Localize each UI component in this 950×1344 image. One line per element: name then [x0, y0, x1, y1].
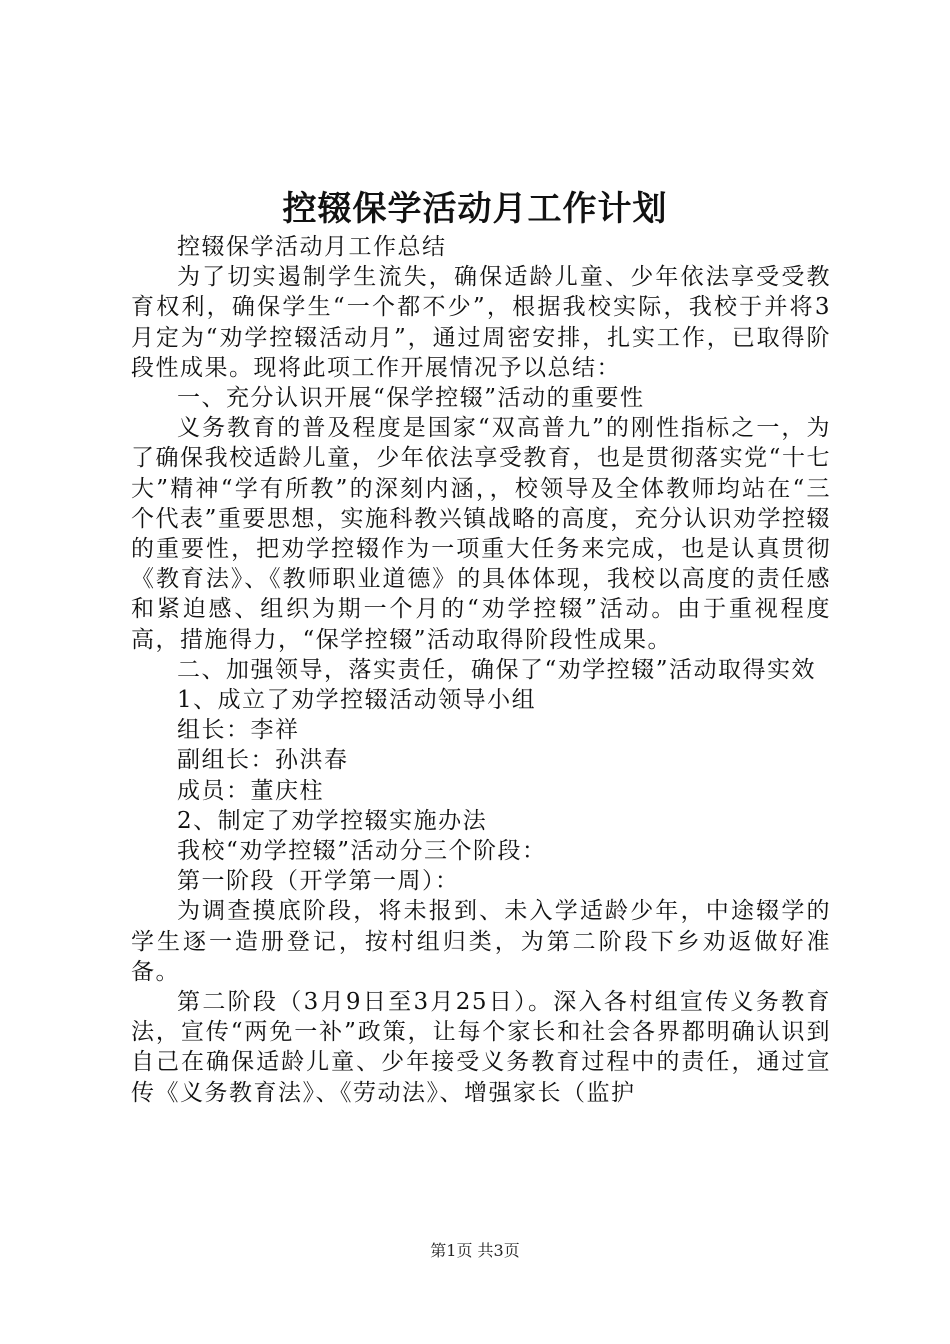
section-heading-1: 一、充分认识开展“保学控辍”活动的重要性 [177, 385, 645, 412]
group-leader: 组长：李祥 [177, 717, 300, 744]
paragraph-stages-intro: 我校“劝学控辍”活动分三个阶段： [177, 838, 547, 865]
paragraph-subtitle: 控辍保学活动月工作总结 [177, 234, 447, 260]
document-title: 控辍保学活动月工作计划 [282, 189, 668, 229]
page-footer: 第1页 共3页 [430, 1241, 520, 1260]
stage-1-heading: 第一阶段（开学第一周）： [177, 868, 460, 895]
paragraph-section-1: 义务教育的普及程度是国家“双高普九”的刚性指标之一，为了确保我校适龄儿童，少年依法享受教育，也是贯彻落实党“十七大”精神“学有所教”的深刻内涵，，校领导及全体教师均站在“三个代表”重要思想，实施科教兴镇战略的高度，充分认识劝学控辍的重要性，把劝学控辍作为一项重大任务来完成，也是认真贯彻《教育法》、《教师职业道德》的具体体现，我校以高度的责任感和紧迫感、组织为期一个月的“劝学控辍”活动。由于重视程度高，措施得力，“保学控辍”活动取得阶段性成果。 [131, 415, 831, 653]
stage-1-description: 为调查摸底阶段，将未报到、未入学适龄少年，中途辍学的学生逐一造册登记，按村组归类，为第二阶段下乡劝返做好准备。 [131, 898, 831, 985]
section-heading-2: 二、加强领导，落实责任，确保了“劝学控辍”活动取得实效 [177, 656, 817, 683]
subheading-leadership-group: 1、成立了劝学控辍活动领导小组 [177, 687, 537, 714]
subheading-implementation: 2、制定了劝学控辍实施办法 [177, 807, 488, 834]
paragraph-intro: 为了切实遏制学生流失，确保适龄儿童、少年依法享受受教育权利，确保学生“一个都不少”，根据我校实际，我校于并将3月定为“劝学控辍活动月”，通过周密安排，扎实工作，已取得阶段性成果。现将此项工作开展情况予以总结： [131, 264, 831, 381]
deputy-leader: 副组长：孙洪春 [177, 747, 349, 774]
group-members: 成员：董庆柱 [177, 777, 324, 804]
stage-2-description: 第二阶段（3月9日至3月25日）。深入各村组宣传义务教育法，宣传“两免一补”政策，让每个家长和社会各界都明确认识到自己在确保适龄儿童、少年接受义务教育过程中的责任，通过宣传《义务教育法》、《劳动法》、增强家长（监护 [131, 989, 831, 1106]
document-body [131, 232, 831, 1108]
